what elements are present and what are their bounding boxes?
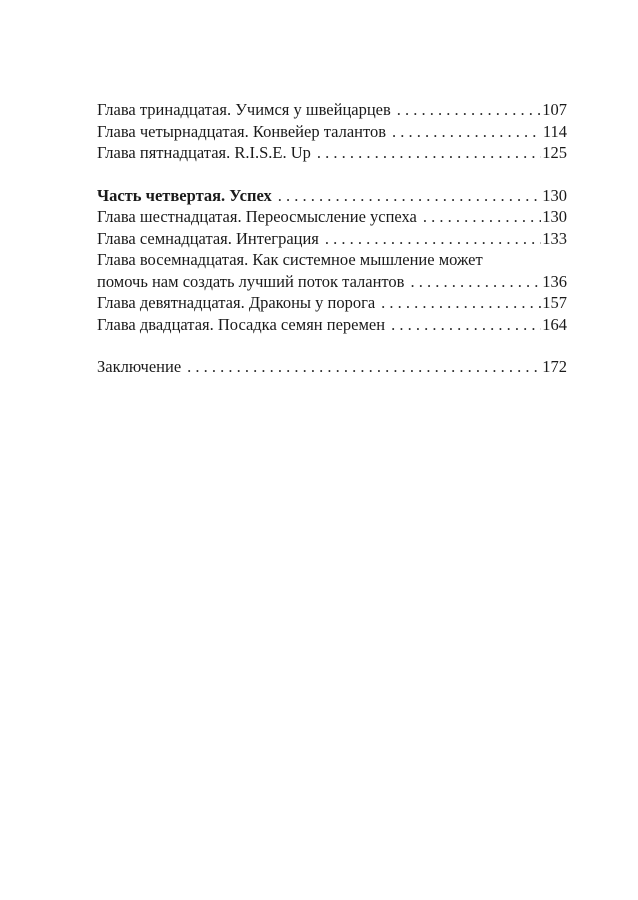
toc-entry-title: Заключение — [97, 357, 182, 376]
toc-entry-page: 157 — [542, 293, 567, 312]
toc-entry-chapter-13[interactable] — [97, 99, 567, 121]
dot-leader — [181, 356, 541, 378]
dot-leader — [386, 121, 541, 143]
dot-leader — [272, 185, 541, 207]
toc-entry-page: 130 — [542, 207, 567, 226]
toc-entry-conclusion[interactable] — [97, 356, 567, 378]
toc-entry-title-line-1: Глава восемнадцатая. Как системное мышление может — [97, 250, 483, 269]
toc-entry-page: 164 — [542, 314, 567, 334]
dot-leader — [319, 228, 541, 250]
dot-leader — [391, 99, 541, 121]
toc-entry-chapter-15[interactable] — [97, 142, 567, 164]
toc-entry-title: Глава семнадцатая. Интеграция — [97, 228, 319, 248]
toc-entry-title: Глава четырнадцатая. Конвейер талантов — [97, 121, 387, 141]
toc-entry-page: 130 — [542, 185, 567, 205]
toc-entry-title: Глава двадцатая. Посадка семян перемен — [97, 314, 386, 334]
table-of-contents — [97, 99, 567, 378]
toc-part-title: Часть четвертая. Успех — [97, 185, 272, 205]
toc-entry-title: Глава тринадцатая. Учимся у швейцарцев — [97, 100, 391, 119]
dot-leader — [385, 314, 541, 336]
toc-group-part-four — [97, 185, 567, 336]
toc-entry-chapter-17[interactable] — [97, 228, 567, 250]
toc-entry-title-line-2: помочь нам создать лучший поток талантов — [97, 271, 405, 291]
toc-entry-title: Глава шестнадцатая. Переосмысление успеха — [97, 207, 417, 226]
toc-entry-chapter-20[interactable] — [97, 314, 567, 336]
toc-entry-chapter-16[interactable] — [97, 206, 567, 228]
dot-leader — [375, 292, 541, 314]
toc-entry-page: 172 — [542, 357, 567, 376]
dot-leader — [417, 206, 541, 228]
toc-entry-page: 133 — [542, 228, 567, 248]
toc-entry-chapter-18[interactable] — [97, 249, 567, 292]
toc-entry-title: Глава девятнадцатая. Драконы у порога — [97, 293, 376, 312]
toc-entry-title: Глава пятнадцатая. R.I.S.E. Up — [97, 143, 311, 162]
toc-entry-page: 125 — [542, 143, 567, 162]
dot-leader — [311, 142, 541, 164]
toc-entry-page: 136 — [542, 271, 567, 291]
toc-entry-chapter-19[interactable] — [97, 292, 567, 314]
toc-group-part-three-end — [97, 99, 567, 164]
dot-leader — [404, 271, 541, 293]
toc-entry-part-four[interactable] — [97, 185, 567, 207]
toc-entry-chapter-14[interactable] — [97, 121, 567, 143]
toc-entry-page: 114 — [542, 121, 567, 141]
toc-group-conclusion — [97, 356, 567, 378]
toc-entry-page: 107 — [542, 100, 567, 119]
